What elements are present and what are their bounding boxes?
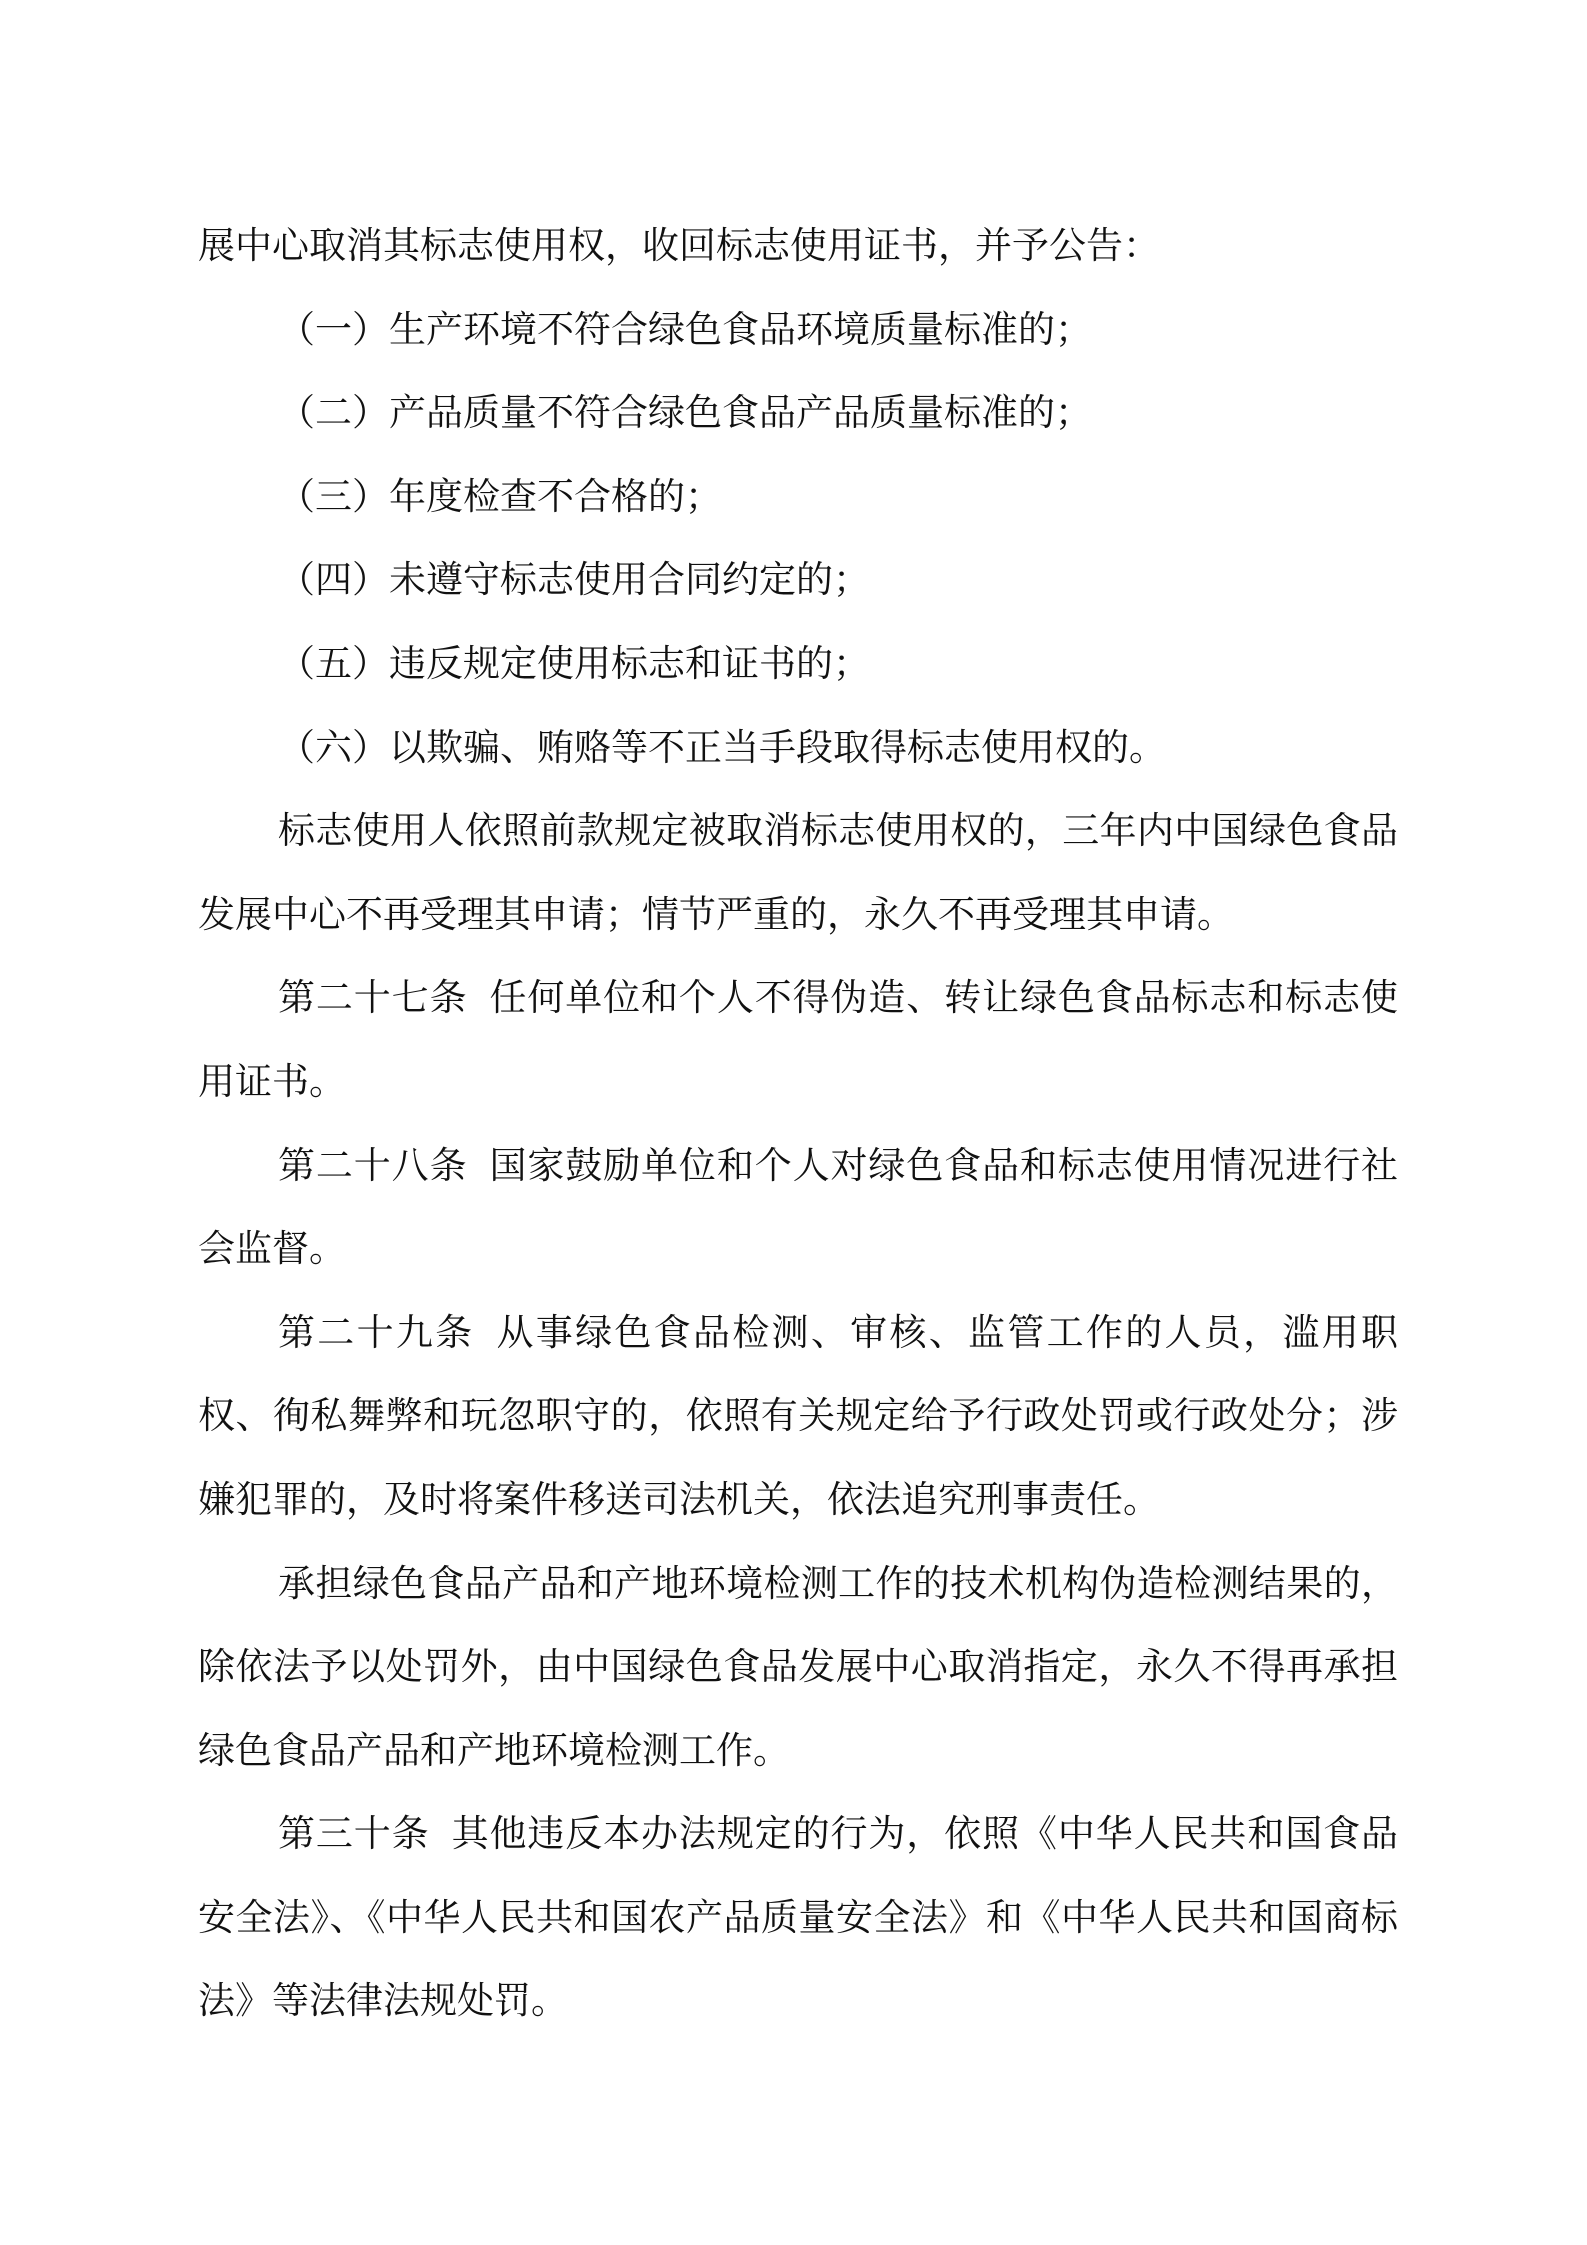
article-28 [198,1124,1398,1291]
paragraph-testing-institutions [198,1542,1398,1793]
list-item-3 [198,455,1398,539]
article-number: 第二十八条 [278,1143,468,1187]
paragraph-text: （一）生产环境不符合绿色食品环境质量标准的； [278,307,1092,351]
list-item-6 [198,706,1398,790]
paragraph-revocation [198,789,1398,956]
list-item-2 [198,371,1398,455]
paragraph-text: （四）未遵守标志使用合同约定的； [278,558,870,602]
article-number: 第二十七条 [278,976,468,1020]
paragraph-text: （五）违反规定使用标志和证书的； [278,641,870,685]
paragraph-text: （三）年度检查不合格的； [278,474,722,518]
article-number: 第三十条 [278,1812,430,1856]
list-item-4 [198,538,1398,622]
paragraph-text: 展中心取消其标志使用权，收回标志使用证书，并予公告： [198,224,1160,267]
paragraph-text: （六）以欺骗、贿赂等不正当手段取得标志使用权的。 [278,725,1166,769]
article-27 [198,956,1398,1123]
article-text: 任何单位和个人不得伪造、转让绿色食品标志和标志使用证书。 [198,976,1399,1103]
article-30 [198,1792,1398,2043]
paragraph-text: 标志使用人依照前款规定被取消标志使用权的，三年内中国绿色食品发展中心不再受理其申请；情节严重的，永久不再受理其申请。 [198,809,1398,936]
paragraph-text: （二）产品质量不符合绿色食品产品质量标准的； [278,391,1092,435]
list-item-1 [198,288,1398,372]
paragraph-continuation [198,204,1398,288]
paragraph-text: 承担绿色食品产品和产地环境检测工作的技术机构伪造检测结果的，除依法予以处罚外，由中国绿色食品发展中心取消指定，永久不得再承担绿色食品产品和产地环境检测工作。 [198,1561,1398,1772]
article-text: 其他违反本办法规定的行为，依照《中华人民共和国食品安全法》、《中华人民共和国农产品质量安全法》和《中华人民共和国商标法》等法律法规处罚。 [198,1812,1399,2023]
article-29 [198,1291,1398,1542]
article-text: 国家鼓励单位和个人对绿色食品和标志使用情况进行社会监督。 [198,1143,1399,1271]
list-item-5 [198,622,1398,706]
document-body [198,204,1398,2043]
article-number: 第二十九条 [278,1310,475,1354]
article-text: 从事绿色食品检测、审核、监管工作的人员，滥用职权、徇私舞弊和玩忽职守的，依照有关规定给予行政处罚或行政处分；涉嫌犯罪的，及时将案件移送司法机关，依法追究刑事责任。 [198,1310,1399,1521]
